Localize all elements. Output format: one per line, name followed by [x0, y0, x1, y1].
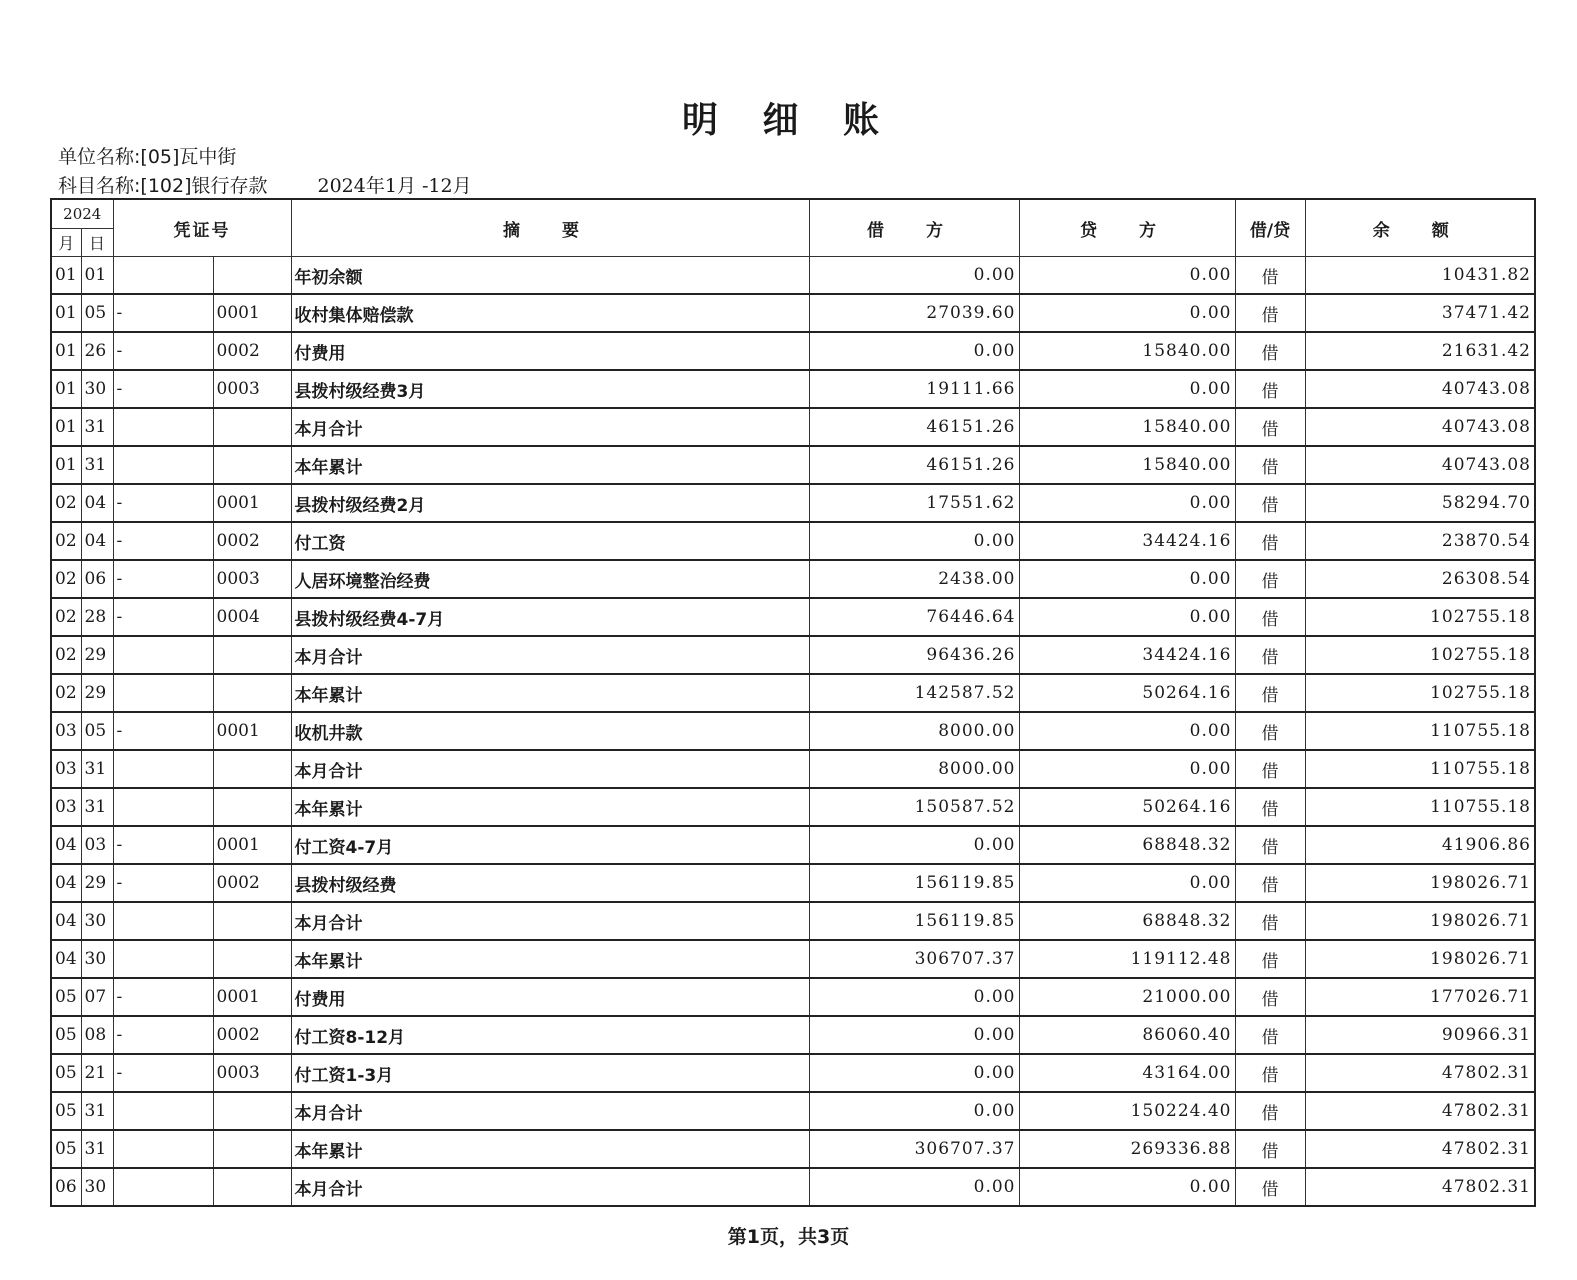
credit-cell: 0.00	[1019, 484, 1235, 522]
direction-cell: 借	[1235, 522, 1305, 560]
debit-cell: 8000.00	[809, 750, 1019, 788]
table-row	[51, 750, 1535, 788]
table-row	[51, 902, 1535, 940]
credit-cell: 119112.48	[1019, 940, 1235, 978]
voucher-number-cell	[213, 446, 291, 484]
month-cell: 04	[51, 902, 81, 940]
ledger-table	[50, 198, 1536, 1207]
day-cell: 31	[81, 788, 113, 826]
day-cell: 06	[81, 560, 113, 598]
balance-cell: 37471.42	[1305, 294, 1535, 332]
voucher-number-cell: 0001	[213, 826, 291, 864]
voucher-number-cell	[213, 257, 291, 295]
direction-cell: 借	[1235, 1092, 1305, 1130]
balance-cell: 198026.71	[1305, 940, 1535, 978]
balance-cell: 90966.31	[1305, 1016, 1535, 1054]
day-cell: 30	[81, 370, 113, 408]
day-header: 日	[81, 228, 113, 257]
summary-cell: 付工资	[291, 522, 809, 560]
debit-cell: 0.00	[809, 332, 1019, 370]
credit-cell: 21000.00	[1019, 978, 1235, 1016]
day-cell: 31	[81, 408, 113, 446]
debit-cell: 46151.26	[809, 408, 1019, 446]
day-cell: 04	[81, 522, 113, 560]
debit-cell: 306707.37	[809, 940, 1019, 978]
debit-cell: 0.00	[809, 257, 1019, 295]
direction-cell: 借	[1235, 902, 1305, 940]
credit-cell: 15840.00	[1019, 332, 1235, 370]
direction-cell: 借	[1235, 370, 1305, 408]
voucher-type-cell: -	[113, 522, 213, 560]
balance-cell: 177026.71	[1305, 978, 1535, 1016]
voucher-type-cell	[113, 408, 213, 446]
summary-cell: 付费用	[291, 978, 809, 1016]
voucher-number-cell: 0003	[213, 370, 291, 408]
debit-cell: 306707.37	[809, 1130, 1019, 1168]
debit-cell: 0.00	[809, 1092, 1019, 1130]
voucher-type-cell	[113, 1092, 213, 1130]
debit-cell: 2438.00	[809, 560, 1019, 598]
balance-cell: 40743.08	[1305, 370, 1535, 408]
direction-cell: 借	[1235, 1016, 1305, 1054]
debit-cell: 0.00	[809, 1168, 1019, 1206]
balance-cell: 21631.42	[1305, 332, 1535, 370]
month-cell: 02	[51, 560, 81, 598]
direction-cell: 借	[1235, 257, 1305, 295]
year-header: 2024	[51, 199, 113, 228]
credit-cell: 0.00	[1019, 712, 1235, 750]
page-footer: 第1页，共3页	[727, 1226, 850, 1248]
summary-cell: 收机井款	[291, 712, 809, 750]
voucher-type-cell: -	[113, 484, 213, 522]
direction-cell: 借	[1235, 408, 1305, 446]
credit-cell: 0.00	[1019, 864, 1235, 902]
balance-cell: 102755.18	[1305, 674, 1535, 712]
day-cell: 29	[81, 636, 113, 674]
summary-cell: 本月合计	[291, 636, 809, 674]
summary-cell: 收村集体赔偿款	[291, 294, 809, 332]
direction-cell: 借	[1235, 332, 1305, 370]
credit-cell: 269336.88	[1019, 1130, 1235, 1168]
month-cell: 02	[51, 522, 81, 560]
direction-cell: 借	[1235, 560, 1305, 598]
day-cell: 30	[81, 940, 113, 978]
month-cell: 01	[51, 332, 81, 370]
credit-cell: 0.00	[1019, 750, 1235, 788]
debit-cell: 0.00	[809, 978, 1019, 1016]
debit-cell: 19111.66	[809, 370, 1019, 408]
credit-cell: 0.00	[1019, 370, 1235, 408]
balance-cell: 47802.31	[1305, 1092, 1535, 1130]
month-cell: 03	[51, 750, 81, 788]
voucher-type-cell	[113, 940, 213, 978]
voucher-type-cell: -	[113, 560, 213, 598]
balance-cell: 110755.18	[1305, 788, 1535, 826]
table-row	[51, 788, 1535, 826]
voucher-number-cell: 0002	[213, 332, 291, 370]
voucher-type-cell: -	[113, 332, 213, 370]
table-row	[51, 1168, 1535, 1206]
balance-cell: 110755.18	[1305, 712, 1535, 750]
credit-cell: 34424.16	[1019, 636, 1235, 674]
voucher-number-cell: 0001	[213, 484, 291, 522]
balance-cell: 26308.54	[1305, 560, 1535, 598]
balance-cell: 47802.31	[1305, 1054, 1535, 1092]
summary-cell: 本年累计	[291, 1130, 809, 1168]
credit-cell: 0.00	[1019, 257, 1235, 295]
table-row	[51, 1130, 1535, 1168]
balance-cell: 40743.08	[1305, 408, 1535, 446]
voucher-number-cell	[213, 1130, 291, 1168]
day-cell: 07	[81, 978, 113, 1016]
month-cell: 01	[51, 257, 81, 295]
voucher-type-cell: -	[113, 978, 213, 1016]
voucher-type-cell	[113, 750, 213, 788]
credit-cell: 0.00	[1019, 560, 1235, 598]
direction-header: 借/贷	[1235, 199, 1305, 257]
voucher-type-cell: -	[113, 826, 213, 864]
credit-header: 贷 方	[1019, 199, 1235, 257]
direction-cell: 借	[1235, 1130, 1305, 1168]
voucher-type-cell: -	[113, 864, 213, 902]
subject-name: 科目名称:[102]银行存款	[58, 175, 268, 197]
month-cell: 01	[51, 446, 81, 484]
debit-cell: 142587.52	[809, 674, 1019, 712]
debit-cell: 96436.26	[809, 636, 1019, 674]
voucher-number-cell: 0003	[213, 560, 291, 598]
summary-header: 摘 要	[291, 199, 809, 257]
balance-cell: 10431.82	[1305, 257, 1535, 295]
month-cell: 05	[51, 1130, 81, 1168]
credit-cell: 15840.00	[1019, 446, 1235, 484]
month-cell: 05	[51, 1054, 81, 1092]
day-cell: 28	[81, 598, 113, 636]
month-cell: 02	[51, 598, 81, 636]
direction-cell: 借	[1235, 1168, 1305, 1206]
table-row	[51, 940, 1535, 978]
credit-cell: 15840.00	[1019, 408, 1235, 446]
balance-cell: 58294.70	[1305, 484, 1535, 522]
table-row	[51, 332, 1535, 370]
day-cell: 31	[81, 1130, 113, 1168]
credit-cell: 150224.40	[1019, 1092, 1235, 1130]
summary-cell: 年初余额	[291, 257, 809, 295]
table-row	[51, 864, 1535, 902]
summary-cell: 本月合计	[291, 750, 809, 788]
month-cell: 04	[51, 940, 81, 978]
debit-cell: 156119.85	[809, 902, 1019, 940]
voucher-type-cell	[113, 1130, 213, 1168]
summary-cell: 本年累计	[291, 940, 809, 978]
voucher-number-cell: 0004	[213, 598, 291, 636]
table-row	[51, 294, 1535, 332]
debit-cell: 0.00	[809, 826, 1019, 864]
summary-cell: 本月合计	[291, 408, 809, 446]
credit-cell: 86060.40	[1019, 1016, 1235, 1054]
period: 2024年1月 -12月	[317, 175, 472, 197]
table-row	[51, 522, 1535, 560]
balance-cell: 110755.18	[1305, 750, 1535, 788]
voucher-number-cell	[213, 1092, 291, 1130]
month-cell: 05	[51, 1092, 81, 1130]
day-cell: 01	[81, 257, 113, 295]
day-cell: 29	[81, 864, 113, 902]
voucher-type-cell: -	[113, 1054, 213, 1092]
day-cell: 08	[81, 1016, 113, 1054]
day-cell: 31	[81, 750, 113, 788]
credit-cell: 50264.16	[1019, 674, 1235, 712]
credit-cell: 50264.16	[1019, 788, 1235, 826]
month-cell: 05	[51, 1016, 81, 1054]
debit-cell: 150587.52	[809, 788, 1019, 826]
credit-cell: 0.00	[1019, 294, 1235, 332]
table-row	[51, 1016, 1535, 1054]
day-cell: 30	[81, 902, 113, 940]
voucher-type-cell: -	[113, 294, 213, 332]
voucher-number-cell	[213, 636, 291, 674]
summary-cell: 人居环境整治经费	[291, 560, 809, 598]
direction-cell: 借	[1235, 446, 1305, 484]
voucher-number-cell: 0002	[213, 864, 291, 902]
summary-cell: 付工资4-7月	[291, 826, 809, 864]
ledger-header	[51, 199, 1535, 257]
summary-cell: 县拨村级经费2月	[291, 484, 809, 522]
balance-cell: 47802.31	[1305, 1168, 1535, 1206]
debit-cell: 0.00	[809, 522, 1019, 560]
direction-cell: 借	[1235, 864, 1305, 902]
debit-cell: 0.00	[809, 1054, 1019, 1092]
credit-cell: 34424.16	[1019, 522, 1235, 560]
balance-cell: 40743.08	[1305, 446, 1535, 484]
summary-cell: 县拨村级经费3月	[291, 370, 809, 408]
table-row	[51, 978, 1535, 1016]
summary-cell: 本年累计	[291, 788, 809, 826]
day-cell: 21	[81, 1054, 113, 1092]
balance-cell: 198026.71	[1305, 902, 1535, 940]
table-row	[51, 712, 1535, 750]
balance-header: 余 额	[1305, 199, 1535, 257]
unit-name: 单位名称:[05]瓦中街	[58, 146, 237, 168]
direction-cell: 借	[1235, 750, 1305, 788]
table-row	[51, 408, 1535, 446]
direction-cell: 借	[1235, 826, 1305, 864]
subject-line	[58, 171, 472, 198]
month-cell: 04	[51, 826, 81, 864]
voucher-number-cell: 0002	[213, 1016, 291, 1054]
day-cell: 05	[81, 294, 113, 332]
table-row	[51, 370, 1535, 408]
month-cell: 04	[51, 864, 81, 902]
month-cell: 02	[51, 484, 81, 522]
balance-cell: 102755.18	[1305, 598, 1535, 636]
voucher-number-cell: 0002	[213, 522, 291, 560]
voucher-type-cell	[113, 674, 213, 712]
direction-cell: 借	[1235, 788, 1305, 826]
voucher-number-cell: 0001	[213, 294, 291, 332]
direction-cell: 借	[1235, 1054, 1305, 1092]
direction-cell: 借	[1235, 636, 1305, 674]
debit-cell: 17551.62	[809, 484, 1019, 522]
day-cell: 30	[81, 1168, 113, 1206]
summary-cell: 付工资8-12月	[291, 1016, 809, 1054]
debit-cell: 0.00	[809, 1016, 1019, 1054]
balance-cell: 41906.86	[1305, 826, 1535, 864]
debit-cell: 76446.64	[809, 598, 1019, 636]
voucher-number-cell: 0001	[213, 978, 291, 1016]
summary-cell: 本月合计	[291, 1168, 809, 1206]
table-row	[51, 257, 1535, 295]
summary-cell: 付费用	[291, 332, 809, 370]
summary-cell: 本年累计	[291, 674, 809, 712]
summary-cell: 本月合计	[291, 902, 809, 940]
voucher-number-cell: 0001	[213, 712, 291, 750]
voucher-type-cell: -	[113, 1016, 213, 1054]
credit-cell: 0.00	[1019, 598, 1235, 636]
voucher-type-cell	[113, 902, 213, 940]
credit-cell: 43164.00	[1019, 1054, 1235, 1092]
voucher-header: 凭证号	[113, 199, 291, 257]
ledger-body	[51, 257, 1535, 1207]
summary-cell: 县拨村级经费4-7月	[291, 598, 809, 636]
debit-cell: 8000.00	[809, 712, 1019, 750]
direction-cell: 借	[1235, 978, 1305, 1016]
month-cell: 03	[51, 788, 81, 826]
summary-cell: 本年累计	[291, 446, 809, 484]
table-row	[51, 826, 1535, 864]
credit-cell: 0.00	[1019, 1168, 1235, 1206]
voucher-type-cell	[113, 636, 213, 674]
month-cell: 06	[51, 1168, 81, 1206]
month-cell: 01	[51, 408, 81, 446]
direction-cell: 借	[1235, 294, 1305, 332]
balance-cell: 198026.71	[1305, 864, 1535, 902]
voucher-number-cell	[213, 750, 291, 788]
month-cell: 03	[51, 712, 81, 750]
summary-cell: 付工资1-3月	[291, 1054, 809, 1092]
month-cell: 05	[51, 978, 81, 1016]
day-cell: 29	[81, 674, 113, 712]
table-row	[51, 1054, 1535, 1092]
voucher-number-cell: 0003	[213, 1054, 291, 1092]
voucher-number-cell	[213, 940, 291, 978]
balance-cell: 102755.18	[1305, 636, 1535, 674]
voucher-type-cell: -	[113, 370, 213, 408]
day-cell: 31	[81, 1092, 113, 1130]
month-cell: 01	[51, 370, 81, 408]
summary-cell: 本月合计	[291, 1092, 809, 1130]
voucher-number-cell	[213, 674, 291, 712]
voucher-number-cell	[213, 788, 291, 826]
table-row	[51, 674, 1535, 712]
month-header: 月	[51, 228, 81, 257]
credit-cell: 68848.32	[1019, 826, 1235, 864]
table-row	[51, 560, 1535, 598]
day-cell: 04	[81, 484, 113, 522]
voucher-number-cell	[213, 902, 291, 940]
voucher-type-cell	[113, 788, 213, 826]
direction-cell: 借	[1235, 940, 1305, 978]
direction-cell: 借	[1235, 712, 1305, 750]
debit-cell: 46151.26	[809, 446, 1019, 484]
month-cell: 02	[51, 674, 81, 712]
voucher-type-cell	[113, 257, 213, 295]
credit-cell: 68848.32	[1019, 902, 1235, 940]
table-row	[51, 484, 1535, 522]
voucher-number-cell	[213, 408, 291, 446]
voucher-type-cell	[113, 1168, 213, 1206]
table-row	[51, 1092, 1535, 1130]
direction-cell: 借	[1235, 674, 1305, 712]
balance-cell: 23870.54	[1305, 522, 1535, 560]
voucher-type-cell: -	[113, 598, 213, 636]
balance-cell: 47802.31	[1305, 1130, 1535, 1168]
debit-cell: 156119.85	[809, 864, 1019, 902]
debit-cell: 27039.60	[809, 294, 1019, 332]
voucher-type-cell: -	[113, 712, 213, 750]
table-row	[51, 636, 1535, 674]
month-cell: 02	[51, 636, 81, 674]
summary-cell: 县拨村级经费	[291, 864, 809, 902]
month-cell: 01	[51, 294, 81, 332]
page-title: 明 细 账	[681, 100, 896, 141]
direction-cell: 借	[1235, 484, 1305, 522]
day-cell: 31	[81, 446, 113, 484]
table-row	[51, 446, 1535, 484]
debit-header: 借 方	[809, 199, 1019, 257]
voucher-number-cell	[213, 1168, 291, 1206]
day-cell: 05	[81, 712, 113, 750]
day-cell: 03	[81, 826, 113, 864]
direction-cell: 借	[1235, 598, 1305, 636]
day-cell: 26	[81, 332, 113, 370]
table-row	[51, 598, 1535, 636]
voucher-type-cell	[113, 446, 213, 484]
